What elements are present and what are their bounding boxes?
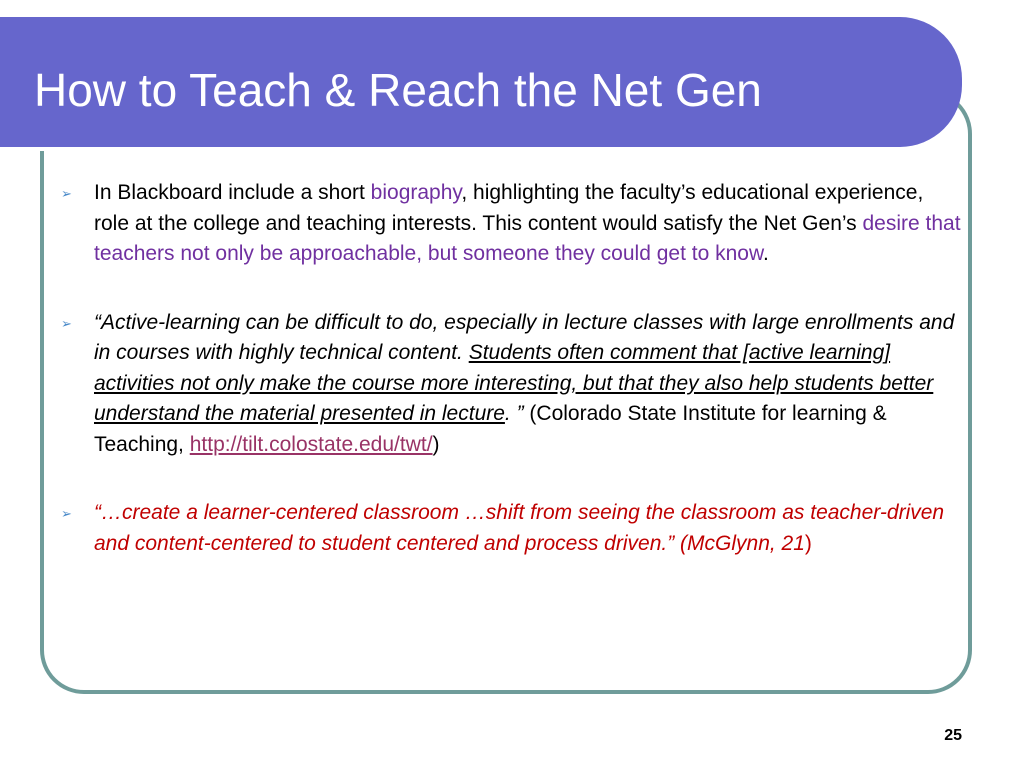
bullet-item-learner-centered xyxy=(61,498,964,559)
slide-page-number: 25 xyxy=(944,727,962,744)
colostate-link[interactable]: http://tilt.colostate.edu/twt/ xyxy=(189,432,433,456)
bullet-item-active-learning xyxy=(61,308,964,461)
citation-close: ) xyxy=(432,432,440,456)
bullet-list xyxy=(61,178,964,597)
bullet-item-biography xyxy=(61,178,964,270)
arrow-bullet-icon: ➢ xyxy=(61,506,72,521)
active-learning-quote: “Active-learning can be difficult to do, especially in lecture classes with large enrollments and in courses with highly technical content. xyxy=(94,310,955,364)
arrow-bullet-icon: ➢ xyxy=(61,186,72,201)
bullet-text: In Blackboard include a short xyxy=(94,181,371,204)
learner-centered-close: ) xyxy=(804,531,812,555)
biography-highlight: biography xyxy=(370,181,462,204)
arrow-bullet-icon: ➢ xyxy=(61,315,72,331)
bullet-text: , highlighting the faculty’s educational experience, role at the college and teaching interests. This content would satisfy the Net Gen’s xyxy=(94,181,924,235)
bullet-text: . xyxy=(762,242,769,265)
net-gen-desire-highlight: desire that teachers not only be approachable, but someone they could get to know xyxy=(94,211,961,265)
title-bar xyxy=(0,17,962,147)
active-learning-quote-end: . ” xyxy=(504,402,524,425)
slide-title: How to Teach & Reach the Net Gen xyxy=(34,64,762,116)
citation-text: (Colorado State Institute for learning & Teaching, xyxy=(94,402,887,456)
learner-centered-quote: “…create a learner-centered classroom …shift from seeing the classroom as teacher-driven and content-centered to student centered and process driven.” (McGlynn, 21 xyxy=(94,501,945,555)
title-underline-rule xyxy=(0,147,908,151)
active-learning-underlined-quote: Students often comment that [active learning] activities not only make the course more interesting, but that they also help students better understand the material presented in lecture xyxy=(94,341,934,425)
